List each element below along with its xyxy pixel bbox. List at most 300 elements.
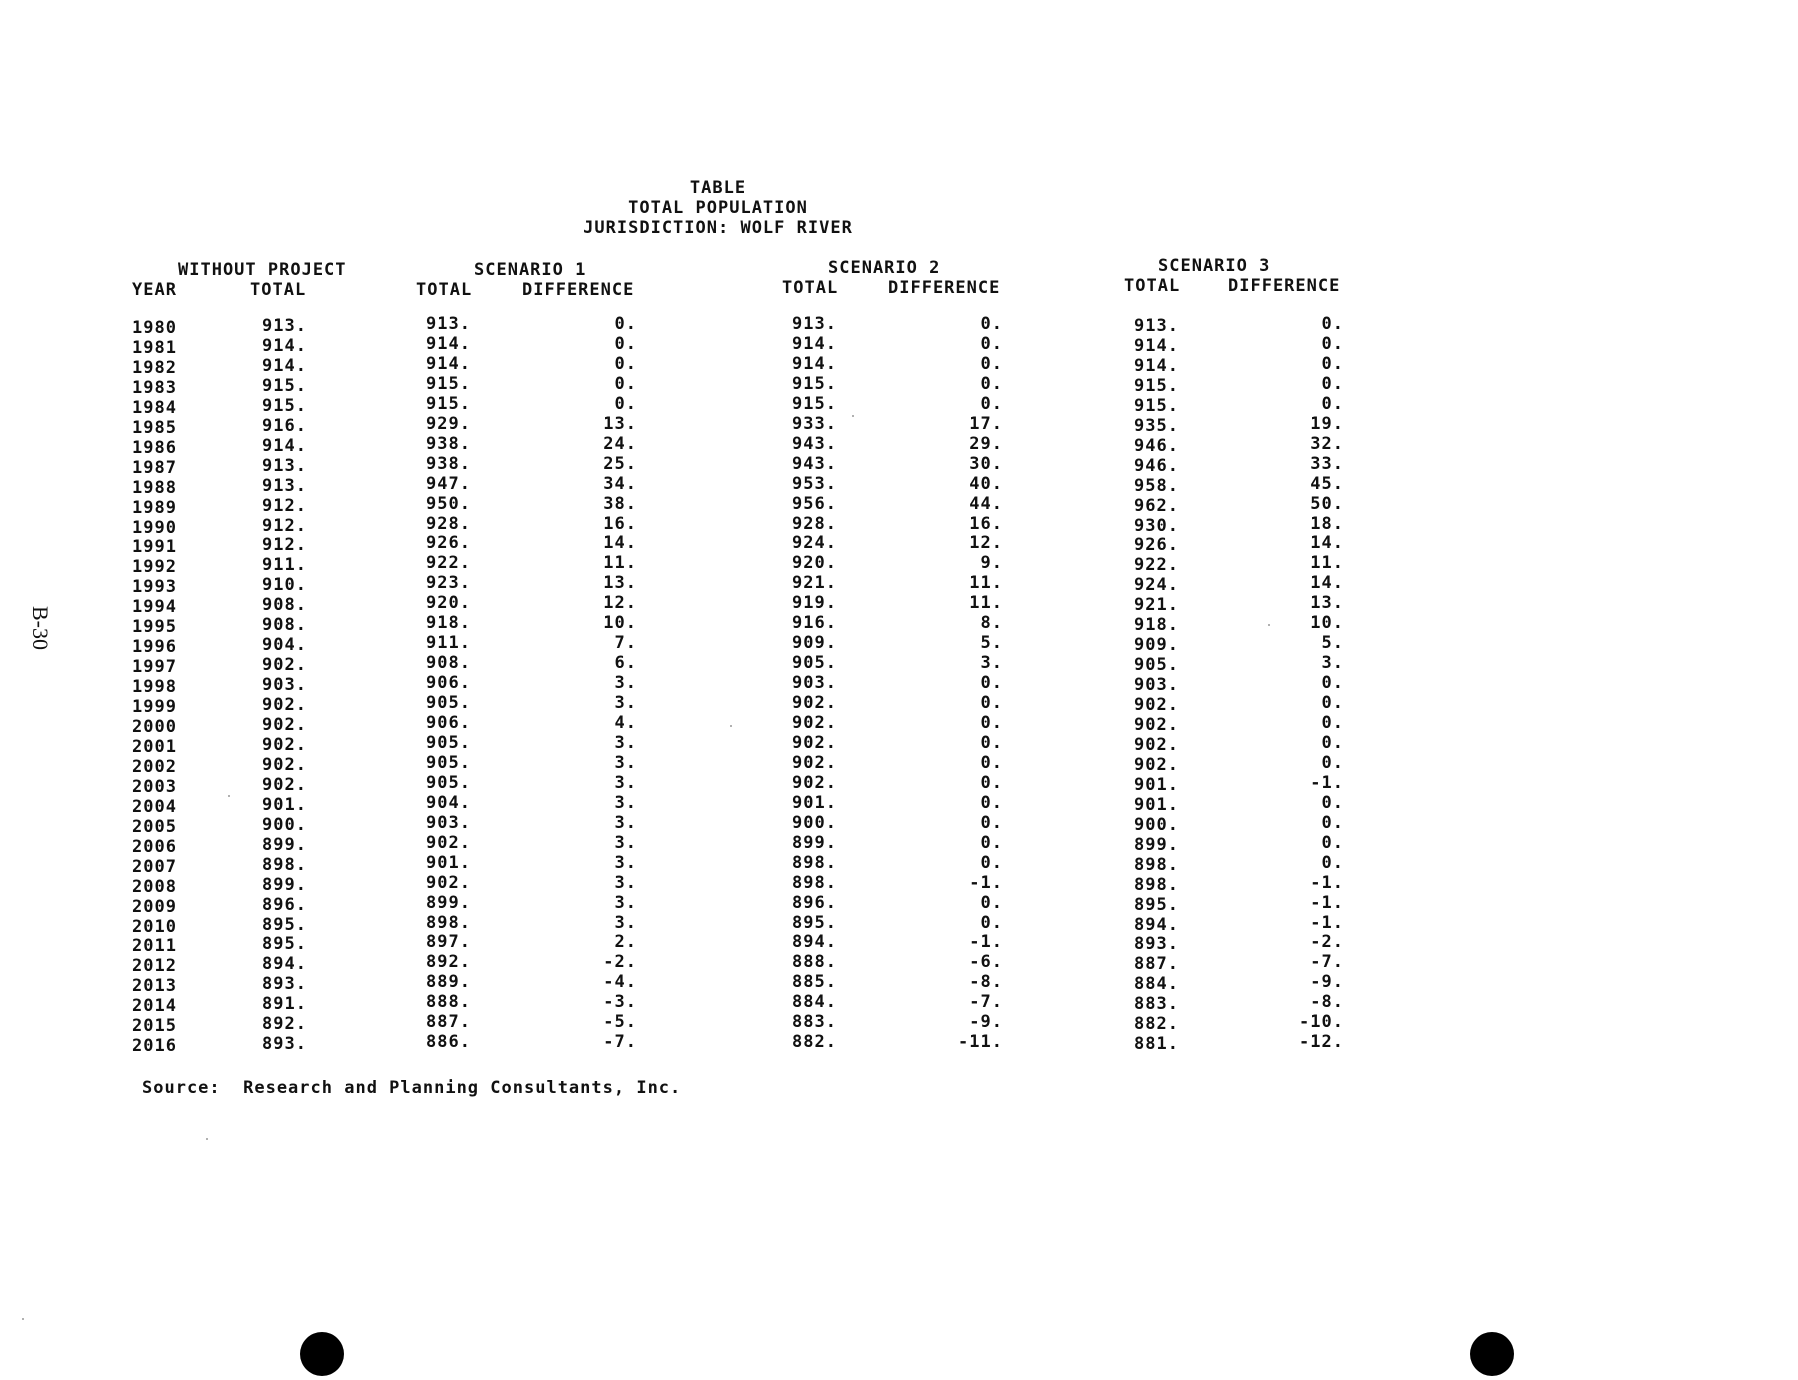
cell-wp-total: 902. [262, 774, 307, 795]
cell-s3-total: 922. [1134, 555, 1179, 576]
cell-s3-total: 893. [1134, 934, 1179, 955]
cell-s1-total: 889. [426, 972, 471, 993]
header-scenario-3: SCENARIO 3 [1158, 256, 1271, 276]
cell-s2-total: 924. [792, 533, 837, 554]
cell-year: 2012 [132, 956, 177, 977]
cell-s3-total: 913. [1134, 316, 1179, 336]
cell-s1-total: 902. [426, 832, 471, 853]
cell-s2-difference: -7. [969, 992, 1003, 1013]
title-line-1: TABLE [689, 178, 747, 198]
cell-wp-total: 902. [262, 715, 307, 735]
cell-year: 1991 [132, 537, 177, 558]
cell-s1-total: 905. [426, 732, 471, 753]
cell-s3-total: 902. [1134, 734, 1179, 755]
cell-s2-total: 902. [792, 732, 837, 753]
cell-year: 2006 [132, 836, 177, 857]
cell-year: 2003 [132, 776, 177, 797]
cell-wp-total: 891. [262, 994, 307, 1015]
cell-s2-total: 902. [792, 693, 837, 714]
cell-s1-total: 913. [426, 314, 471, 334]
cell-s3-total: 882. [1134, 1014, 1179, 1035]
cell-s1-difference: 3. [614, 872, 637, 893]
cell-s3-total: 909. [1134, 635, 1179, 656]
cell-s1-total: 947. [426, 473, 471, 494]
cell-s2-difference: 44. [969, 493, 1003, 514]
cell-s3-difference: 5. [1321, 633, 1344, 654]
cell-wp-total: 902. [262, 754, 307, 775]
cell-wp-total: 916. [262, 415, 307, 436]
cell-s1-total: 902. [426, 872, 471, 893]
cell-s3-difference: 50. [1310, 493, 1344, 514]
cell-s1-difference: 13. [603, 413, 637, 434]
cell-wp-total: 898. [262, 854, 307, 875]
cell-s3-total: 881. [1134, 1034, 1179, 1055]
cell-s1-difference: 38. [603, 493, 637, 514]
cell-s2-difference: 0. [980, 713, 1003, 733]
cell-s2-difference: 0. [980, 752, 1003, 773]
cell-s1-total: 950. [426, 493, 471, 514]
cell-year: 1984 [132, 397, 177, 418]
cell-s2-difference: -1. [969, 932, 1003, 953]
cell-year: 2005 [132, 816, 177, 837]
cell-wp-total: 903. [262, 675, 307, 696]
cell-s2-difference: 0. [980, 732, 1003, 753]
cell-s3-difference: -10. [1299, 1012, 1344, 1033]
cell-s3-difference: 0. [1321, 792, 1344, 813]
cell-wp-total: 915. [262, 395, 307, 416]
punch-hole-left [300, 1332, 344, 1376]
cell-s1-total: 905. [426, 693, 471, 714]
scan-speck [730, 725, 732, 727]
cell-s2-difference: 11. [969, 573, 1003, 594]
cell-s1-difference: -5. [603, 1012, 637, 1033]
cell-s3-difference: -1. [1310, 872, 1344, 893]
cell-year: 1999 [132, 697, 177, 718]
cell-s2-difference: 5. [980, 633, 1003, 654]
header-s1-difference: DIFFERENCE [522, 280, 635, 300]
cell-s3-total: 883. [1134, 994, 1179, 1015]
cell-s2-difference: 0. [980, 393, 1003, 414]
cell-s1-difference: 3. [614, 852, 637, 873]
cell-s3-total: 935. [1134, 415, 1179, 436]
cell-s3-total: 902. [1134, 695, 1179, 716]
cell-s3-difference: 0. [1321, 393, 1344, 414]
cell-wp-total: 910. [262, 575, 307, 596]
header-s2-total: TOTAL [782, 278, 839, 298]
cell-s3-total: 898. [1134, 874, 1179, 895]
page-number: B-30 [28, 606, 53, 650]
cell-wp-total: 896. [262, 894, 307, 915]
cell-year: 2007 [132, 856, 177, 877]
cell-s1-total: 887. [426, 1012, 471, 1033]
cell-wp-total: 899. [262, 834, 307, 855]
cell-s3-total: 962. [1134, 495, 1179, 516]
cell-s2-total: 914. [792, 353, 837, 374]
cell-s2-total: 943. [792, 433, 837, 454]
cell-year: 1995 [132, 617, 177, 638]
cell-s2-total: 898. [792, 872, 837, 893]
cell-s1-difference: 0. [614, 333, 637, 354]
cell-s1-total: 898. [426, 912, 471, 933]
cell-year: 2011 [132, 936, 177, 957]
cell-s3-total: 887. [1134, 954, 1179, 975]
cell-s1-total: 915. [426, 373, 471, 394]
cell-s2-total: 902. [792, 713, 837, 733]
cell-s1-difference: 0. [614, 314, 637, 334]
cell-s2-total: 900. [792, 812, 837, 833]
cell-s3-total: 884. [1134, 974, 1179, 995]
cell-s2-total: 902. [792, 772, 837, 793]
cell-s3-difference: 0. [1321, 353, 1344, 374]
cell-s1-difference: 11. [603, 553, 637, 574]
cell-s3-total: 918. [1134, 615, 1179, 636]
cell-s3-total: 905. [1134, 655, 1179, 676]
cell-s3-difference: -9. [1310, 972, 1344, 993]
cell-s2-difference: 0. [980, 812, 1003, 833]
cell-s1-difference: 3. [614, 693, 637, 714]
cell-wp-total: 913. [262, 316, 307, 336]
header-s1-total: TOTAL [416, 280, 473, 300]
cell-s2-total: 915. [792, 373, 837, 394]
cell-s2-total: 953. [792, 473, 837, 494]
cell-s2-difference: 30. [969, 453, 1003, 474]
cell-s2-total: 901. [792, 792, 837, 813]
cell-s3-difference: -8. [1310, 992, 1344, 1013]
cell-s3-total: 894. [1134, 914, 1179, 935]
cell-s2-difference: -1. [969, 872, 1003, 893]
cell-s1-difference: 6. [614, 653, 637, 674]
cell-s2-difference: 17. [969, 413, 1003, 434]
cell-year: 2004 [132, 796, 177, 817]
cell-wp-total: 902. [262, 695, 307, 716]
cell-s2-difference: -6. [969, 952, 1003, 973]
cell-s1-difference: 13. [603, 573, 637, 594]
cell-s3-difference: 0. [1321, 713, 1344, 733]
cell-s2-total: 928. [792, 513, 837, 534]
cell-s1-total: 899. [426, 892, 471, 913]
cell-year: 2009 [132, 896, 177, 917]
cell-s1-total: 906. [426, 673, 471, 694]
cell-s2-difference: 0. [980, 852, 1003, 873]
cell-wp-total: 908. [262, 595, 307, 616]
cell-s3-total: 895. [1134, 894, 1179, 915]
cell-s2-difference: 0. [980, 772, 1003, 793]
cell-s2-difference: 0. [980, 693, 1003, 714]
header-wp-total: TOTAL [250, 280, 307, 300]
cell-year: 1998 [132, 677, 177, 698]
cell-s3-difference: -1. [1310, 892, 1344, 913]
cell-s1-total: 922. [426, 553, 471, 574]
cell-s2-total: 899. [792, 832, 837, 853]
title-line-2: TOTAL POPULATION [628, 198, 808, 218]
cell-s3-total: 946. [1134, 435, 1179, 456]
header-scenario-1: SCENARIO 1 [474, 260, 587, 280]
cell-s2-total: 894. [792, 932, 837, 953]
cell-wp-total: 902. [262, 734, 307, 755]
cell-s3-difference: 45. [1310, 473, 1344, 494]
cell-s2-total: 884. [792, 992, 837, 1013]
scan-speck [228, 795, 230, 797]
cell-s2-difference: 9. [980, 553, 1003, 574]
cell-s2-difference: 0. [980, 832, 1003, 853]
cell-s3-total: 914. [1134, 335, 1179, 356]
cell-s2-difference: 0. [980, 912, 1003, 933]
cell-s3-difference: 33. [1310, 453, 1344, 474]
cell-s3-total: 924. [1134, 575, 1179, 596]
cell-year: 1985 [132, 417, 177, 438]
cell-s1-difference: 7. [614, 633, 637, 654]
cell-s2-total: 905. [792, 653, 837, 674]
header-year: YEAR [132, 280, 177, 300]
cell-s3-total: 915. [1134, 375, 1179, 396]
cell-s2-difference: 40. [969, 473, 1003, 494]
cell-s1-total: 908. [426, 653, 471, 674]
cell-s1-difference: 16. [603, 513, 637, 534]
cell-s1-total: 914. [426, 353, 471, 374]
cell-year: 1993 [132, 577, 177, 598]
cell-s1-total: 904. [426, 792, 471, 813]
cell-s2-difference: 0. [980, 353, 1003, 374]
cell-s1-difference: 0. [614, 373, 637, 394]
cell-s1-total: 903. [426, 812, 471, 833]
cell-wp-total: 904. [262, 635, 307, 656]
cell-s3-difference: -1. [1310, 912, 1344, 933]
cell-s2-total: 883. [792, 1012, 837, 1033]
cell-s2-difference: 0. [980, 314, 1003, 334]
cell-s1-difference: -2. [603, 952, 637, 973]
cell-s2-total: 909. [792, 633, 837, 654]
cell-s3-difference: 10. [1310, 613, 1344, 634]
header-scenario-2: SCENARIO 2 [828, 258, 941, 278]
cell-s3-total: 901. [1134, 774, 1179, 795]
cell-wp-total: 901. [262, 794, 307, 815]
cell-s1-difference: 4. [614, 713, 637, 733]
cell-year: 2008 [132, 876, 177, 897]
cell-s1-total: 928. [426, 513, 471, 534]
cell-s3-difference: -7. [1310, 952, 1344, 973]
scan-speck [206, 1138, 208, 1140]
cell-s1-total: 923. [426, 573, 471, 594]
cell-s2-total: 915. [792, 393, 837, 414]
cell-s3-difference: 0. [1321, 732, 1344, 753]
cell-wp-total: 900. [262, 814, 307, 835]
header-s2-difference: DIFFERENCE [888, 278, 1001, 298]
cell-s3-difference: 0. [1321, 752, 1344, 773]
cell-year: 2016 [132, 1036, 177, 1057]
cell-year: 1996 [132, 637, 177, 658]
cell-s3-difference: -1. [1310, 772, 1344, 793]
cell-wp-total: 895. [262, 914, 307, 935]
cell-s2-total: 888. [792, 952, 837, 973]
cell-s1-difference: 24. [603, 433, 637, 454]
cell-year: 1990 [132, 517, 177, 538]
cell-s2-total: 882. [792, 1032, 837, 1053]
cell-s2-total: 903. [792, 673, 837, 694]
cell-s1-total: 938. [426, 453, 471, 474]
cell-wp-total: 893. [262, 974, 307, 995]
cell-s2-total: 895. [792, 912, 837, 933]
cell-year: 2015 [132, 1016, 177, 1037]
cell-s2-difference: 0. [980, 333, 1003, 354]
cell-s3-total: 898. [1134, 854, 1179, 875]
cell-s3-total: 958. [1134, 475, 1179, 496]
cell-s1-difference: 3. [614, 812, 637, 833]
cell-s3-difference: 0. [1321, 314, 1344, 334]
cell-wp-total: 893. [262, 1034, 307, 1055]
cell-s2-difference: 29. [969, 433, 1003, 454]
source-note: Source: Research and Planning Consultants, Inc. [142, 1078, 682, 1098]
cell-s1-difference: 25. [603, 453, 637, 474]
cell-s3-total: 914. [1134, 355, 1179, 376]
cell-year: 2010 [132, 916, 177, 937]
cell-year: 2014 [132, 996, 177, 1017]
cell-wp-total: 895. [262, 934, 307, 955]
cell-s3-total: 902. [1134, 754, 1179, 775]
scan-speck [852, 415, 854, 417]
cell-s3-difference: 19. [1310, 413, 1344, 434]
cell-s3-total: 930. [1134, 515, 1179, 536]
cell-s1-total: 897. [426, 932, 471, 953]
cell-year: 1992 [132, 557, 177, 578]
cell-s2-difference: 11. [969, 593, 1003, 614]
cell-s3-total: 921. [1134, 595, 1179, 616]
cell-s1-difference: 3. [614, 792, 637, 813]
cell-s3-difference: 0. [1321, 693, 1344, 714]
cell-year: 2013 [132, 976, 177, 997]
cell-s2-total: 933. [792, 413, 837, 434]
cell-s2-total: 914. [792, 333, 837, 354]
cell-s3-difference: 3. [1321, 653, 1344, 674]
cell-s1-total: 905. [426, 752, 471, 773]
cell-s2-difference: 0. [980, 373, 1003, 394]
cell-s1-total: 926. [426, 533, 471, 554]
cell-s3-difference: 0. [1321, 832, 1344, 853]
cell-s1-difference: 0. [614, 353, 637, 374]
cell-s2-total: 943. [792, 453, 837, 474]
cell-s2-difference: -11. [958, 1032, 1003, 1053]
cell-s1-difference: 12. [603, 593, 637, 614]
cell-wp-total: 914. [262, 355, 307, 376]
cell-s1-total: 888. [426, 992, 471, 1013]
cell-s2-difference: 0. [980, 892, 1003, 913]
cell-s2-total: 920. [792, 553, 837, 574]
cell-s3-total: 915. [1134, 395, 1179, 416]
cell-s2-difference: -8. [969, 972, 1003, 993]
cell-s1-total: 914. [426, 333, 471, 354]
cell-s3-total: 900. [1134, 814, 1179, 835]
scan-speck [22, 1318, 24, 1320]
cell-year: 1986 [132, 437, 177, 458]
cell-year: 1987 [132, 457, 177, 478]
cell-s2-difference: 3. [980, 653, 1003, 674]
cell-s1-difference: -7. [603, 1032, 637, 1053]
cell-s3-difference: 18. [1310, 513, 1344, 534]
cell-s1-difference: 34. [603, 473, 637, 494]
cell-s3-total: 901. [1134, 794, 1179, 815]
cell-year: 2001 [132, 736, 177, 757]
cell-wp-total: 892. [262, 1014, 307, 1035]
cell-s1-difference: -3. [603, 992, 637, 1013]
header-without-project: WITHOUT PROJECT [178, 260, 347, 280]
cell-s3-total: 903. [1134, 675, 1179, 696]
cell-s1-total: 906. [426, 713, 471, 733]
cell-s2-difference: 0. [980, 792, 1003, 813]
cell-s2-difference: 0. [980, 673, 1003, 694]
cell-s3-difference: 13. [1310, 593, 1344, 614]
cell-s2-total: 919. [792, 593, 837, 614]
cell-s1-difference: 3. [614, 832, 637, 853]
cell-s1-total: 938. [426, 433, 471, 454]
cell-s1-total: 886. [426, 1032, 471, 1053]
cell-s3-difference: 0. [1321, 812, 1344, 833]
cell-wp-total: 899. [262, 874, 307, 895]
cell-s1-difference: 3. [614, 732, 637, 753]
cell-wp-total: 914. [262, 335, 307, 356]
cell-s3-difference: -12. [1299, 1032, 1344, 1053]
cell-year: 1997 [132, 657, 177, 678]
cell-s2-difference: 12. [969, 533, 1003, 554]
cell-s1-difference: 3. [614, 673, 637, 694]
cell-wp-total: 908. [262, 615, 307, 636]
header-s3-difference: DIFFERENCE [1228, 276, 1341, 296]
cell-s2-total: 898. [792, 852, 837, 873]
cell-wp-total: 912. [262, 535, 307, 556]
cell-year: 1983 [132, 377, 177, 398]
cell-s3-difference: 14. [1310, 573, 1344, 594]
cell-year: 1980 [132, 318, 177, 338]
cell-wp-total: 894. [262, 954, 307, 975]
cell-s1-total: 920. [426, 593, 471, 614]
cell-wp-total: 912. [262, 495, 307, 516]
cell-s2-total: 921. [792, 573, 837, 594]
cell-s1-total: 905. [426, 772, 471, 793]
cell-s1-total: 918. [426, 613, 471, 634]
cell-s2-total: 913. [792, 314, 837, 334]
cell-s3-total: 899. [1134, 834, 1179, 855]
cell-s3-total: 902. [1134, 715, 1179, 735]
cell-year: 2002 [132, 756, 177, 777]
cell-year: 1981 [132, 337, 177, 358]
cell-s3-difference: -2. [1310, 932, 1344, 953]
cell-s3-total: 946. [1134, 455, 1179, 476]
cell-year: 1994 [132, 597, 177, 618]
cell-s1-total: 915. [426, 393, 471, 414]
cell-wp-total: 915. [262, 375, 307, 396]
cell-s3-difference: 0. [1321, 373, 1344, 394]
cell-s2-total: 916. [792, 613, 837, 634]
cell-s2-total: 885. [792, 972, 837, 993]
cell-s1-total: 929. [426, 413, 471, 434]
title-line-3: JURISDICTION: WOLF RIVER [583, 218, 853, 238]
cell-s1-difference: -4. [603, 972, 637, 993]
cell-s2-total: 902. [792, 752, 837, 773]
cell-s1-difference: 3. [614, 752, 637, 773]
cell-wp-total: 902. [262, 655, 307, 676]
punch-hole-right [1470, 1332, 1514, 1376]
cell-year: 1982 [132, 357, 177, 378]
cell-s3-difference: 0. [1321, 333, 1344, 354]
cell-s1-difference: 3. [614, 912, 637, 933]
cell-s1-difference: 2. [614, 932, 637, 953]
cell-wp-total: 913. [262, 455, 307, 476]
cell-s2-difference: 16. [969, 513, 1003, 534]
cell-year: 1988 [132, 477, 177, 498]
cell-s1-difference: 3. [614, 892, 637, 913]
cell-s1-difference: 10. [603, 613, 637, 634]
cell-s1-total: 892. [426, 952, 471, 973]
cell-s3-difference: 0. [1321, 852, 1344, 873]
cell-s2-difference: -9. [969, 1012, 1003, 1033]
